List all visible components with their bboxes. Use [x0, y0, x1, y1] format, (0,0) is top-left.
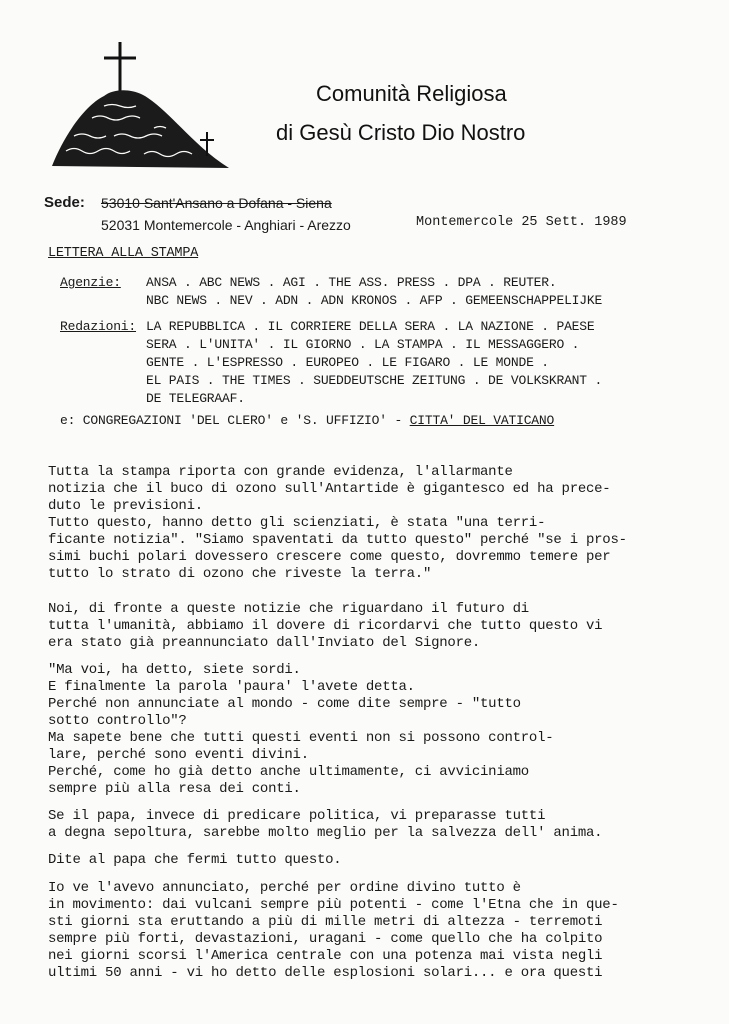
new-address: 52031 Montemercole - Anghiari - Arezzo	[101, 217, 351, 233]
sede-label: Sede:	[44, 194, 85, 211]
body-line: Dite al papa che fermi tutto questo.	[48, 852, 342, 868]
body-line: E finalmente la parola 'paura' l'avete detta.	[48, 679, 415, 695]
body-line: tutta l'umanità, abbiamo il dovere di ricordarvi che tutto questo vi	[48, 618, 603, 634]
letter-title: LETTERA ALLA STAMPA	[48, 246, 199, 261]
body-line: Tutto questo, hanno detto gli scienziati, è stata "una terri-	[48, 515, 546, 531]
redazioni-line: DE TELEGRAAF.	[146, 391, 245, 406]
redazioni-line: EL PAIS . THE TIMES . SUEDDEUTSCHE ZEITUNG . DE VOLKSKRANT .	[146, 373, 603, 388]
body-line: era stato già preannunciato dall'Inviato del Signore.	[48, 635, 481, 651]
body-line: Perché non annunciate al mondo - come dite sempre - "tutto	[48, 696, 521, 712]
redazioni-line: GENTE . L'ESPRESSO . EUROPEO . LE FIGARO . LE MONDE .	[146, 355, 549, 370]
body-line: a degna sepoltura, sarebbe molto meglio per la salvezza dell' anima.	[48, 825, 603, 841]
body-line: sotto controllo"?	[48, 713, 187, 729]
org-name-line2: di Gesù Cristo Dio Nostro	[276, 120, 526, 145]
org-name-line1: Comunità Religiosa	[316, 81, 507, 106]
body-line: ficante notizia". "Siamo spaventati da tutto questo" perché "se i pros-	[48, 532, 627, 548]
body-line: notizia che il buco di ozono sull'Antartide è gigantesco ed ha prece-	[48, 481, 611, 497]
agenzie-label: Agenzie:	[60, 275, 121, 290]
body-line: nei giorni scorsi l'America centrale con una potenza mai vista negli	[48, 948, 603, 964]
dateline: Montemercole 25 Sett. 1989	[416, 215, 627, 230]
redazioni-label: Redazioni:	[60, 319, 137, 334]
body-line: "Ma voi, ha detto, siete sordi.	[48, 662, 301, 678]
agenzie-line: NBC NEWS . NEV . ADN . ADN KRONOS . AFP . GEMEENSCHAPPELIJKE	[146, 293, 603, 308]
redazioni-line: SERA . L'UNITA' . IL GIORNO . LA STAMPA . IL MESSAGGERO .	[146, 337, 580, 352]
body-line: Noi, di fronte a queste notizie che riguardano il futuro di	[48, 601, 529, 617]
body-line: sempre più alla resa dei conti.	[48, 781, 301, 797]
agenzie-line: ANSA . ABC NEWS . AGI . THE ASS. PRESS . DPA . REUTER.	[146, 275, 557, 290]
vatican-place: CITTA' DEL VATICANO	[409, 413, 555, 428]
congregazioni-line: e: CONGREGAZIONI 'DEL CLERO' e 'S. UFFIZIO' - CITTA' DEL VATICANO	[60, 413, 555, 428]
body-line: Perché, come ho già detto anche ultimamente, ci avviciniamo	[48, 764, 529, 780]
redazioni-line: LA REPUBBLICA . IL CORRIERE DELLA SERA . LA NAZIONE . PAESE	[146, 319, 595, 334]
body-line: Ma sapete bene che tutti questi eventi non si possono control-	[48, 730, 554, 746]
body-line: Tutta la stampa riporta con grande evidenza, l'allarmante	[48, 464, 513, 480]
body-line: in movimento: dai vulcani sempre più potenti - come l'Etna che in que-	[48, 897, 619, 913]
body-line: sti giorni sta eruttando a più di mille metri di altezza - terremoti	[48, 914, 603, 930]
body-line: lare, perché sono eventi divini.	[48, 747, 309, 763]
body-line: tutto lo strato di ozono che riveste la terra."	[48, 566, 432, 582]
body-line: ultimi 50 anni - vi ho detto delle esplosioni solari... e ora questi	[48, 965, 603, 981]
body-line: duto le previsioni.	[48, 498, 203, 514]
body-line: Io ve l'avevo annunciato, perché per ordine divino tutto è	[48, 880, 521, 896]
mound-cross-logo	[44, 36, 234, 176]
body-line: Se il papa, invece di predicare politica, vi preparasse tutti	[48, 808, 546, 824]
body-line: sempre più forti, devastazioni, uragani - come quello che ha colpito	[48, 931, 603, 947]
body-line: simi buchi polari dovessero crescere come questo, dovremmo temere per	[48, 549, 611, 565]
old-address: 53010 Sant'Ansano a Dofana - Siena	[101, 195, 332, 211]
